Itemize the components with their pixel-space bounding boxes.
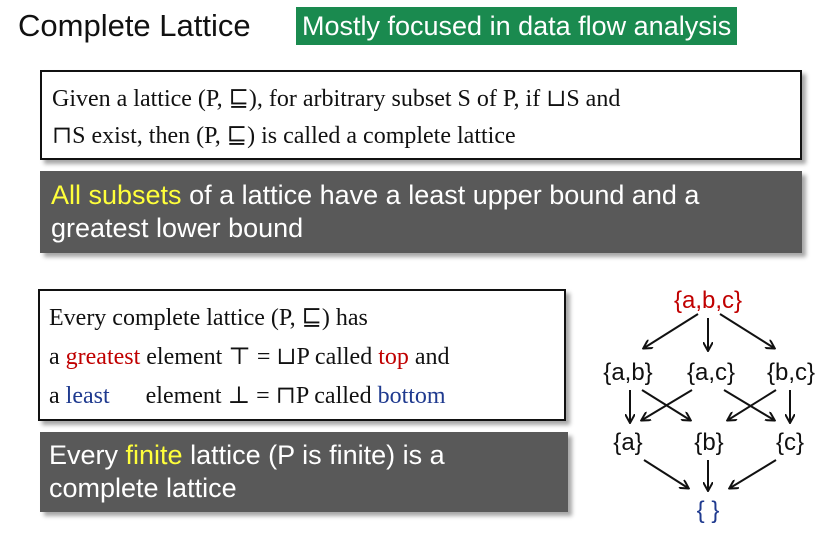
definition-line-2: ⊓S exist, then (P, ⊑) is called a complete lattice: [52, 123, 516, 149]
least-word: least: [65, 383, 110, 409]
l3-pre: a: [49, 383, 66, 409]
top-bottom-line-2: [49, 338, 555, 377]
node-b: {b}: [694, 429, 724, 456]
edge-abc-ab: [644, 314, 698, 348]
finite-pre: Every: [49, 440, 126, 470]
top-bottom-line-1: Every complete lattice (P, ⊑) has: [49, 305, 368, 331]
definition-box: [40, 70, 802, 160]
greatest-word: greatest: [65, 344, 141, 370]
subsets-note-rest: of a lattice have a least upper bound and a: [181, 180, 700, 210]
l2-mid: element ⊤ = ⊔P called: [140, 344, 379, 370]
finite-post: lattice (P is finite) is a: [182, 440, 445, 470]
node-ac: {a,c}: [686, 359, 736, 386]
finite-highlight: finite: [125, 440, 183, 470]
finite-note-box: [40, 432, 568, 512]
finite-note-line-1: [49, 439, 559, 472]
subsets-highlight: All subsets: [51, 180, 182, 210]
edge-ac-c: [724, 390, 774, 420]
definition-line-1: Given a lattice (P, ⊑), for arbitrary subset S of P, if ⊔S and: [52, 86, 621, 112]
node-bottom: { }: [696, 497, 720, 524]
subsets-note-box: [40, 171, 802, 253]
node-bc: {b,c}: [766, 359, 816, 386]
finite-note-line-2: complete lattice: [49, 473, 237, 503]
topic-badge: Mostly focused in data flow analysis: [296, 7, 737, 45]
hasse-diagram: [580, 278, 830, 540]
node-c: {c}: [775, 429, 805, 456]
hasse-edges: [630, 314, 790, 490]
subsets-note-line-2: greatest lower bound: [51, 213, 304, 243]
l3-mid: element ⊥ = ⊓P called: [109, 383, 378, 409]
l2-pre: a: [49, 344, 66, 370]
page-title: Complete Lattice: [18, 8, 251, 43]
node-top: {a,b,c}: [673, 287, 743, 314]
top-word: top: [378, 344, 409, 370]
edge-bc-b: [728, 390, 776, 420]
top-bottom-line-3: [49, 377, 555, 416]
edge-c-empty: [730, 460, 776, 488]
subsets-note-line-1: [51, 179, 791, 212]
node-ab: {a,b}: [603, 359, 653, 386]
l2-post: and: [408, 344, 450, 370]
bottom-word: bottom: [377, 383, 446, 409]
node-a: {a}: [613, 429, 643, 456]
top-bottom-box: [38, 289, 566, 421]
edge-abc-bc: [720, 314, 774, 348]
edge-a-empty: [644, 460, 688, 488]
